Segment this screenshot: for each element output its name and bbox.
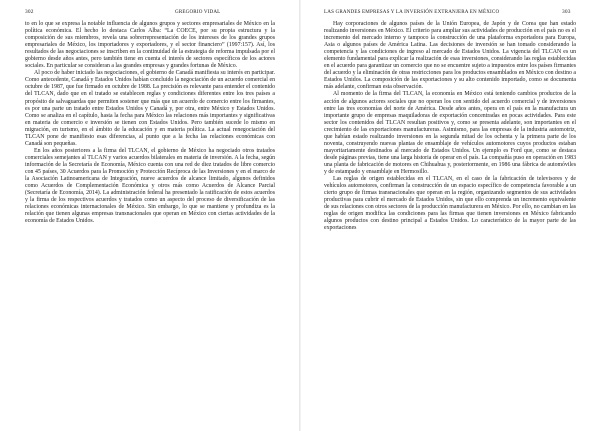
- paragraph: Las reglas de origen establecidas en el TLCAN, en el caso de la fabricación de televisores y de vehículos automotores, confirman la construcción de un espacio específico de competencia favorable a un cierto grupo de firmas transnacionales que operan en la región, organizando segmentos de sus actividades productivas para cubrir el mercado de Estados Unidos, sin que ello comprenda un incremento equivalente de sus relaciones con otros sectores de la producción manufacturera en México. Por ello, no cambian en las reglas de origen modifica las condiciones para las firmas que tienen inversiones en México fabricando algunos productos con destino principal a Estados Unidos. Lo característico de la mayor parte de las exportaciones: [324, 176, 576, 232]
- paragraph: Al poco de haber iniciado las negociaciones, el gobierno de Canadá manifiesta su interés en participar. Como antecedente, Canadá y Estados Unidos habían concluido la negociación de un acuerdo comercial en octubre de 1987, que fue firmado en octubre de 1988. La precisión es relevante para entender el contenido del TLCAN, dado que en el tratado se establecen reglas y condiciones diferentes entre los tres países a propósito de salvaguardas que permiten sostener que más que un acuerdo de comercio entre los firmantes, es por una parte un tratado entre Estados Unidos y Canadá y, por otra, entre México y Estados Unidos. Como se analiza en el capítulo, hasta la fecha para México las relaciones más importantes y significativas en materia de comercio e inversión se tienen con Estados Unidos. Pero también sucede lo mismo en migración, en turismo, en el ámbito de la educación y en materia política. La actual renegociación del TLCAN pone de manifiesto esas diferencias, al punto que a la fecha las relaciones económicas con Canadá son pequeñas.: [25, 70, 275, 147]
- running-head: LAS GRANDES EMPRESAS Y LA INVERSIÓN EXTRANJERA EN MÉXICO: [324, 9, 500, 15]
- page-number: 302: [25, 9, 34, 15]
- running-head: GREGORIO VIDAL: [175, 9, 221, 15]
- paragraph: En los años posteriores a la firma del TLCAN, el gobierno de México ha negociado otros tratados comerciales semejantes al TLCAN y varios acuerdos bilaterales en materia de inversión. A la fecha, según información de la Secretaría de Economía, México cuenta con una red de diez tratados de libre comercio con 45 países, 30 Acuerdos para la Promoción y Protección Recíproca de las Inversiones y en el marco de la Asociación Latinoamericana de Integración, nueve acuerdos de alcance limitado, algunos definidos como Acuerdos de Complementación Económica y otros más como Acuerdos de Alcance Parcial (Secretaría de Economía, 2014). La administración federal ha presentado la ratificación de estos acuerdos y la firma de los respectivos acuerdos y tratados como un aspecto del proceso de diversificación de las relaciones económicas internacionales de México. Sin embargo, lo que se mantiene y profundiza es la relación que tienen algunas empresas transnacionales que operan en México con ciertas actividades de la economía de Estados Unidos.: [25, 147, 275, 225]
- paragraph: Hay corporaciones de algunos países de la Unión Europea, de Japón y de Corea que han estado realizando inversiones en México. El criterio para ampliar sus actividades de producción en el país no es el incremento del mercado interno y tampoco la construcción de una plataforma exportadora para Europa, Asia o algunos países de América Latina. Las decisiones de inversión se han tomado considerando la competencia y las condiciones de ingreso al mercado de Estados Unidos. La vigencia del TLCAN es un elemento fundamental para explicar la realización de esas inversiones, considerando las reglas establecidas en el acuerdo para garantizar un comercio que no se encuentre sujeto a impuestos entre los países firmantes del acuerdo y la eliminación de otras restricciones para los productos ensamblados en México con destino a Estados Unidos. La composición de las exportaciones y su alto contenido importado, como se documenta más adelante, confirman esta observación.: [324, 21, 576, 91]
- right-page: [300, 0, 600, 431]
- page-number: 303: [562, 9, 571, 15]
- body-text: [324, 21, 576, 232]
- paragraph: Al momento de la firma del TLCAN, la economía en México está teniendo cambios productos de la acción de algunos actores sociales que no operan los con sentido del acuerdo comercial y de inversiones entre las tres economías del norte de América. Desde años antes, opera en el país en la manufactura un importante grupo de empresas maquiladoras de exportación concentradas en pocas actividades. Para este sector los contenidos del TLCAN resultan positivos y, como se presenta adelante, son importantes en el crecimiento de las exportaciones manufactureras. Asimismo, para las empresas de la industria automotriz, que habían estado realizando inversiones en la segunda mitad de los ochenta y la primera parte de los noventa, construyendo nuevas plantas de ensamblaje de vehículos automotores cuyos productos estaban mayoritariamente destinados al mercado de Estados Unidos. Un ejemplo es Ford que, como se destaca desde páginas previas, tiene una larga historia de operar en el país. La compañía puso en operación en 1983 una planta de fabricación de motores en Chihuahua y, posteriormente, en 1986 una fábrica de automóviles y de estampado y ensamblaje en Hermosillo.: [324, 91, 576, 175]
- paragraph: to en lo que se expresa la notable influencia de algunos grupos y sectores empresariales de México en la política económica. El hecho lo destaca Carlos Alba: “La COECE, por su propia estructura y la composición de sus miembros, revela una sobrerrepresentación de los intereses de los grandes grupos empresariales de México, los importadores y exportadores, y el sector financiero” (1997:157). Así, los resultados de las negociaciones se inscriben en la continuidad de la estrategia de reforma impulsada por el gobierno desde años antes, pero también tiene en cuenta el interés de sectores específicos de los actores sociales. En particular se consideran a las grandes empresas y grandes fortunas de México.: [25, 21, 275, 70]
- body-text: [25, 21, 275, 225]
